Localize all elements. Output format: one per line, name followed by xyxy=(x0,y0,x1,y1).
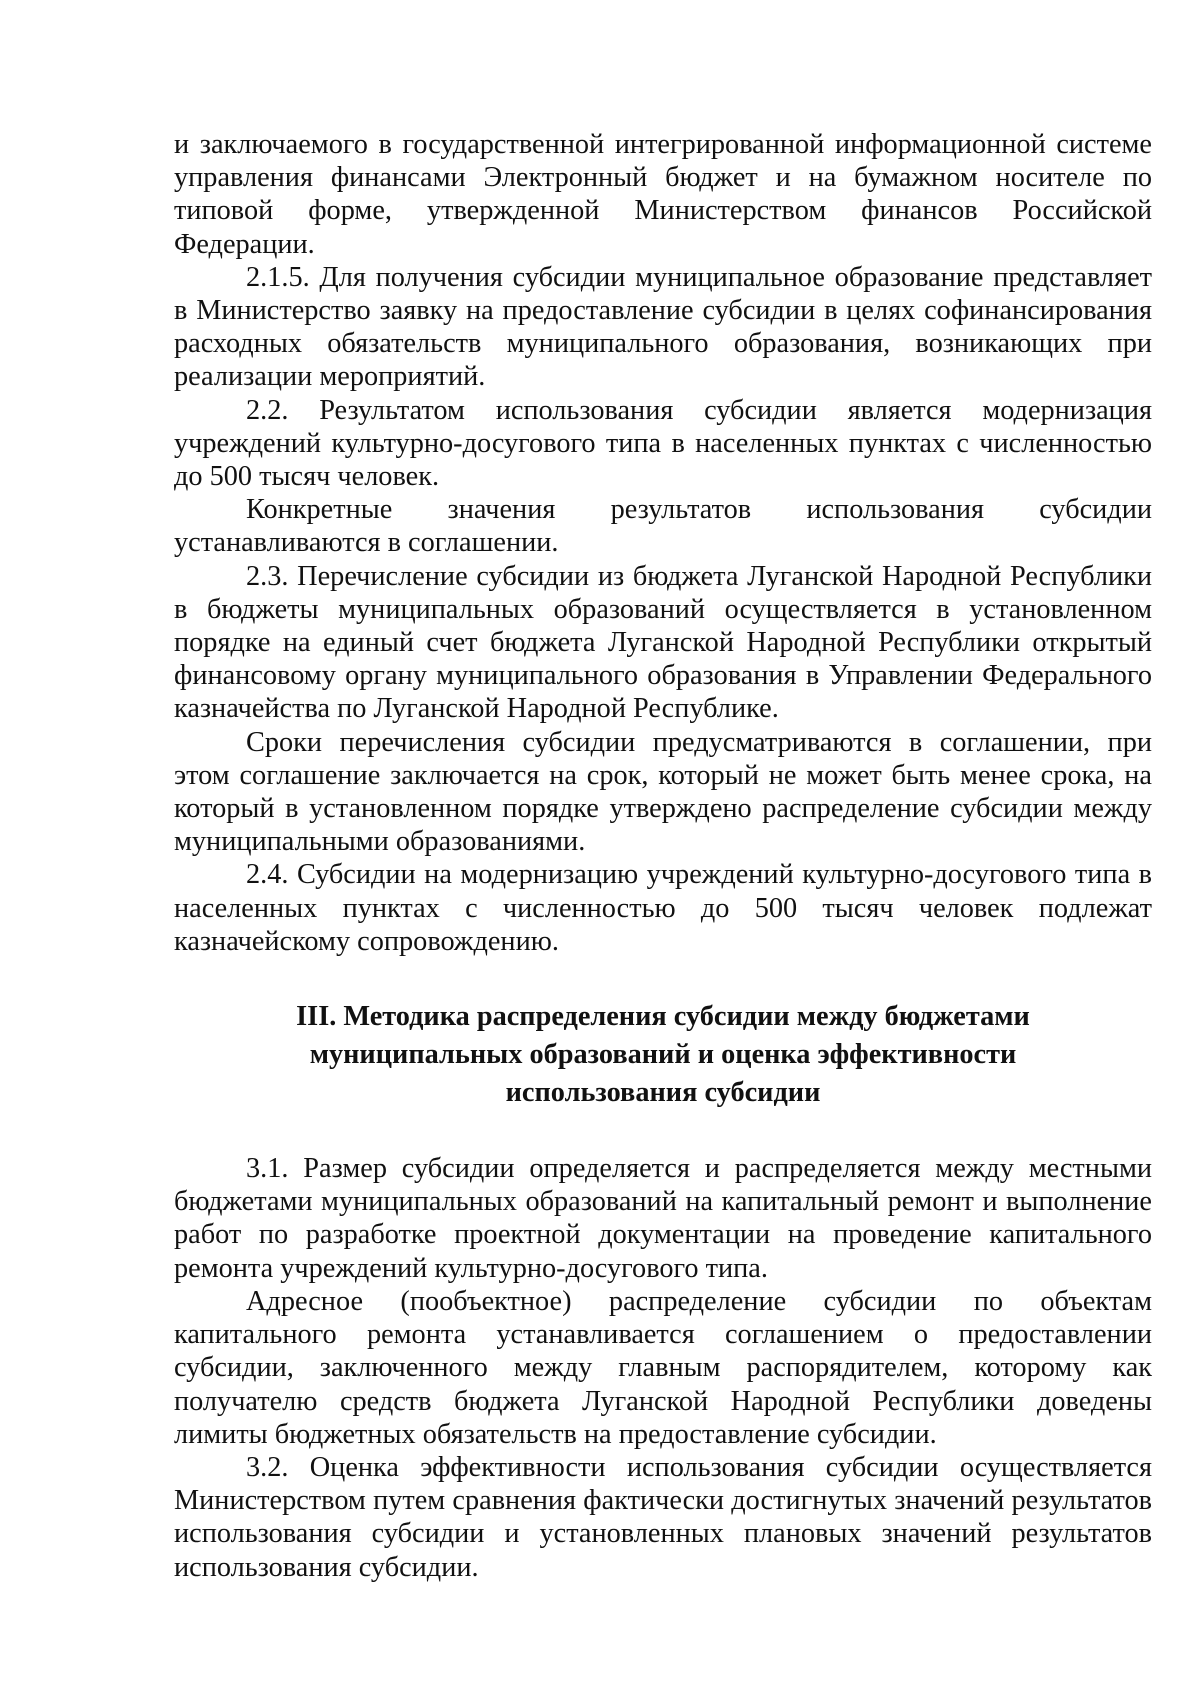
paragraph-3-2: 3.2. Оценка эффективности использования субсидии осуществляется Министерством путем сравнения фактически достигнутых значений результатов использования субсидии и установленных плановых значений результатов использования субсидии. xyxy=(174,1451,1152,1583)
section-heading xyxy=(174,998,1152,1112)
section-heading-line: III. Методика распределения субсидии между бюджетами xyxy=(296,1001,1030,1033)
paragraph-address-distribution: Адресное (пообъектное) распределение субсидии по объектам капитального ремонта устанавливается соглашением о предоставлении субсидии, заключенного между главным распорядителем, которому как получателю средств бюджета Луганской Народной Республики доведены лимиты бюджетных обязательств на предоставление субсидии. xyxy=(174,1285,1152,1450)
paragraph-2-3: 2.3. Перечисление субсидии из бюджета Луганской Народной Республики в бюджеты муниципальных образований осуществляется в установленном порядке на единый счет бюджета Луганской Народной Республики открытый финансовому органу муниципального образования в Управлении Федерального казначейства по Луганской Народной Республике. xyxy=(174,560,1152,725)
section-heading-line: муниципальных образований и оценка эффективности xyxy=(309,1039,1017,1071)
paragraph-2-4: 2.4. Субсидии на модернизацию учреждений культурно-досугового типа в населенных пунктах с численностью до 500 тысяч человек подлежат казначейскому сопровождению. xyxy=(174,859,1152,957)
paragraph-continuation: и заключаемого в государственной интегрированной информационной системе управления финансами Электронный бюджет и на бумажном носителе по типовой форме, утвержденной Министерством финансов Российской Федерации. xyxy=(174,129,1152,260)
paragraph-2-1-5: 2.1.5. Для получения субсидии муниципальное образование представляет в Министерство заявку на предоставление субсидии в целях софинансирования расходных обязательств муниципального образования, возникающих при реализации мероприятий. xyxy=(174,261,1152,393)
document-page xyxy=(174,128,1152,1584)
section-heading-line: использования субсидии xyxy=(505,1077,821,1109)
paragraph-specific-values: Конкретные значения результатов использования субсидии устанавливаются в соглашении. xyxy=(174,494,1152,559)
paragraph-2-2: 2.2. Результатом использования субсидии является модернизация учреждений культурно-досугового типа в населенных пунктах с численностью до 500 тысяч человек. xyxy=(174,394,1152,493)
paragraph-3-1: 3.1. Размер субсидии определяется и распределяется между местными бюджетами муниципальных образований на капитальный ремонт и выполнение работ по разработке проектной документации на проведение капитального ремонта учреждений культурно-досугового типа. xyxy=(174,1153,1152,1284)
paragraph-transfer-terms: Сроки перечисления субсидии предусматриваются в соглашении, при этом соглашение заключается на срок, который не может быть менее срока, на который в установленном порядке утверждено распределение субсидии между муниципальными образованиями. xyxy=(174,726,1152,858)
